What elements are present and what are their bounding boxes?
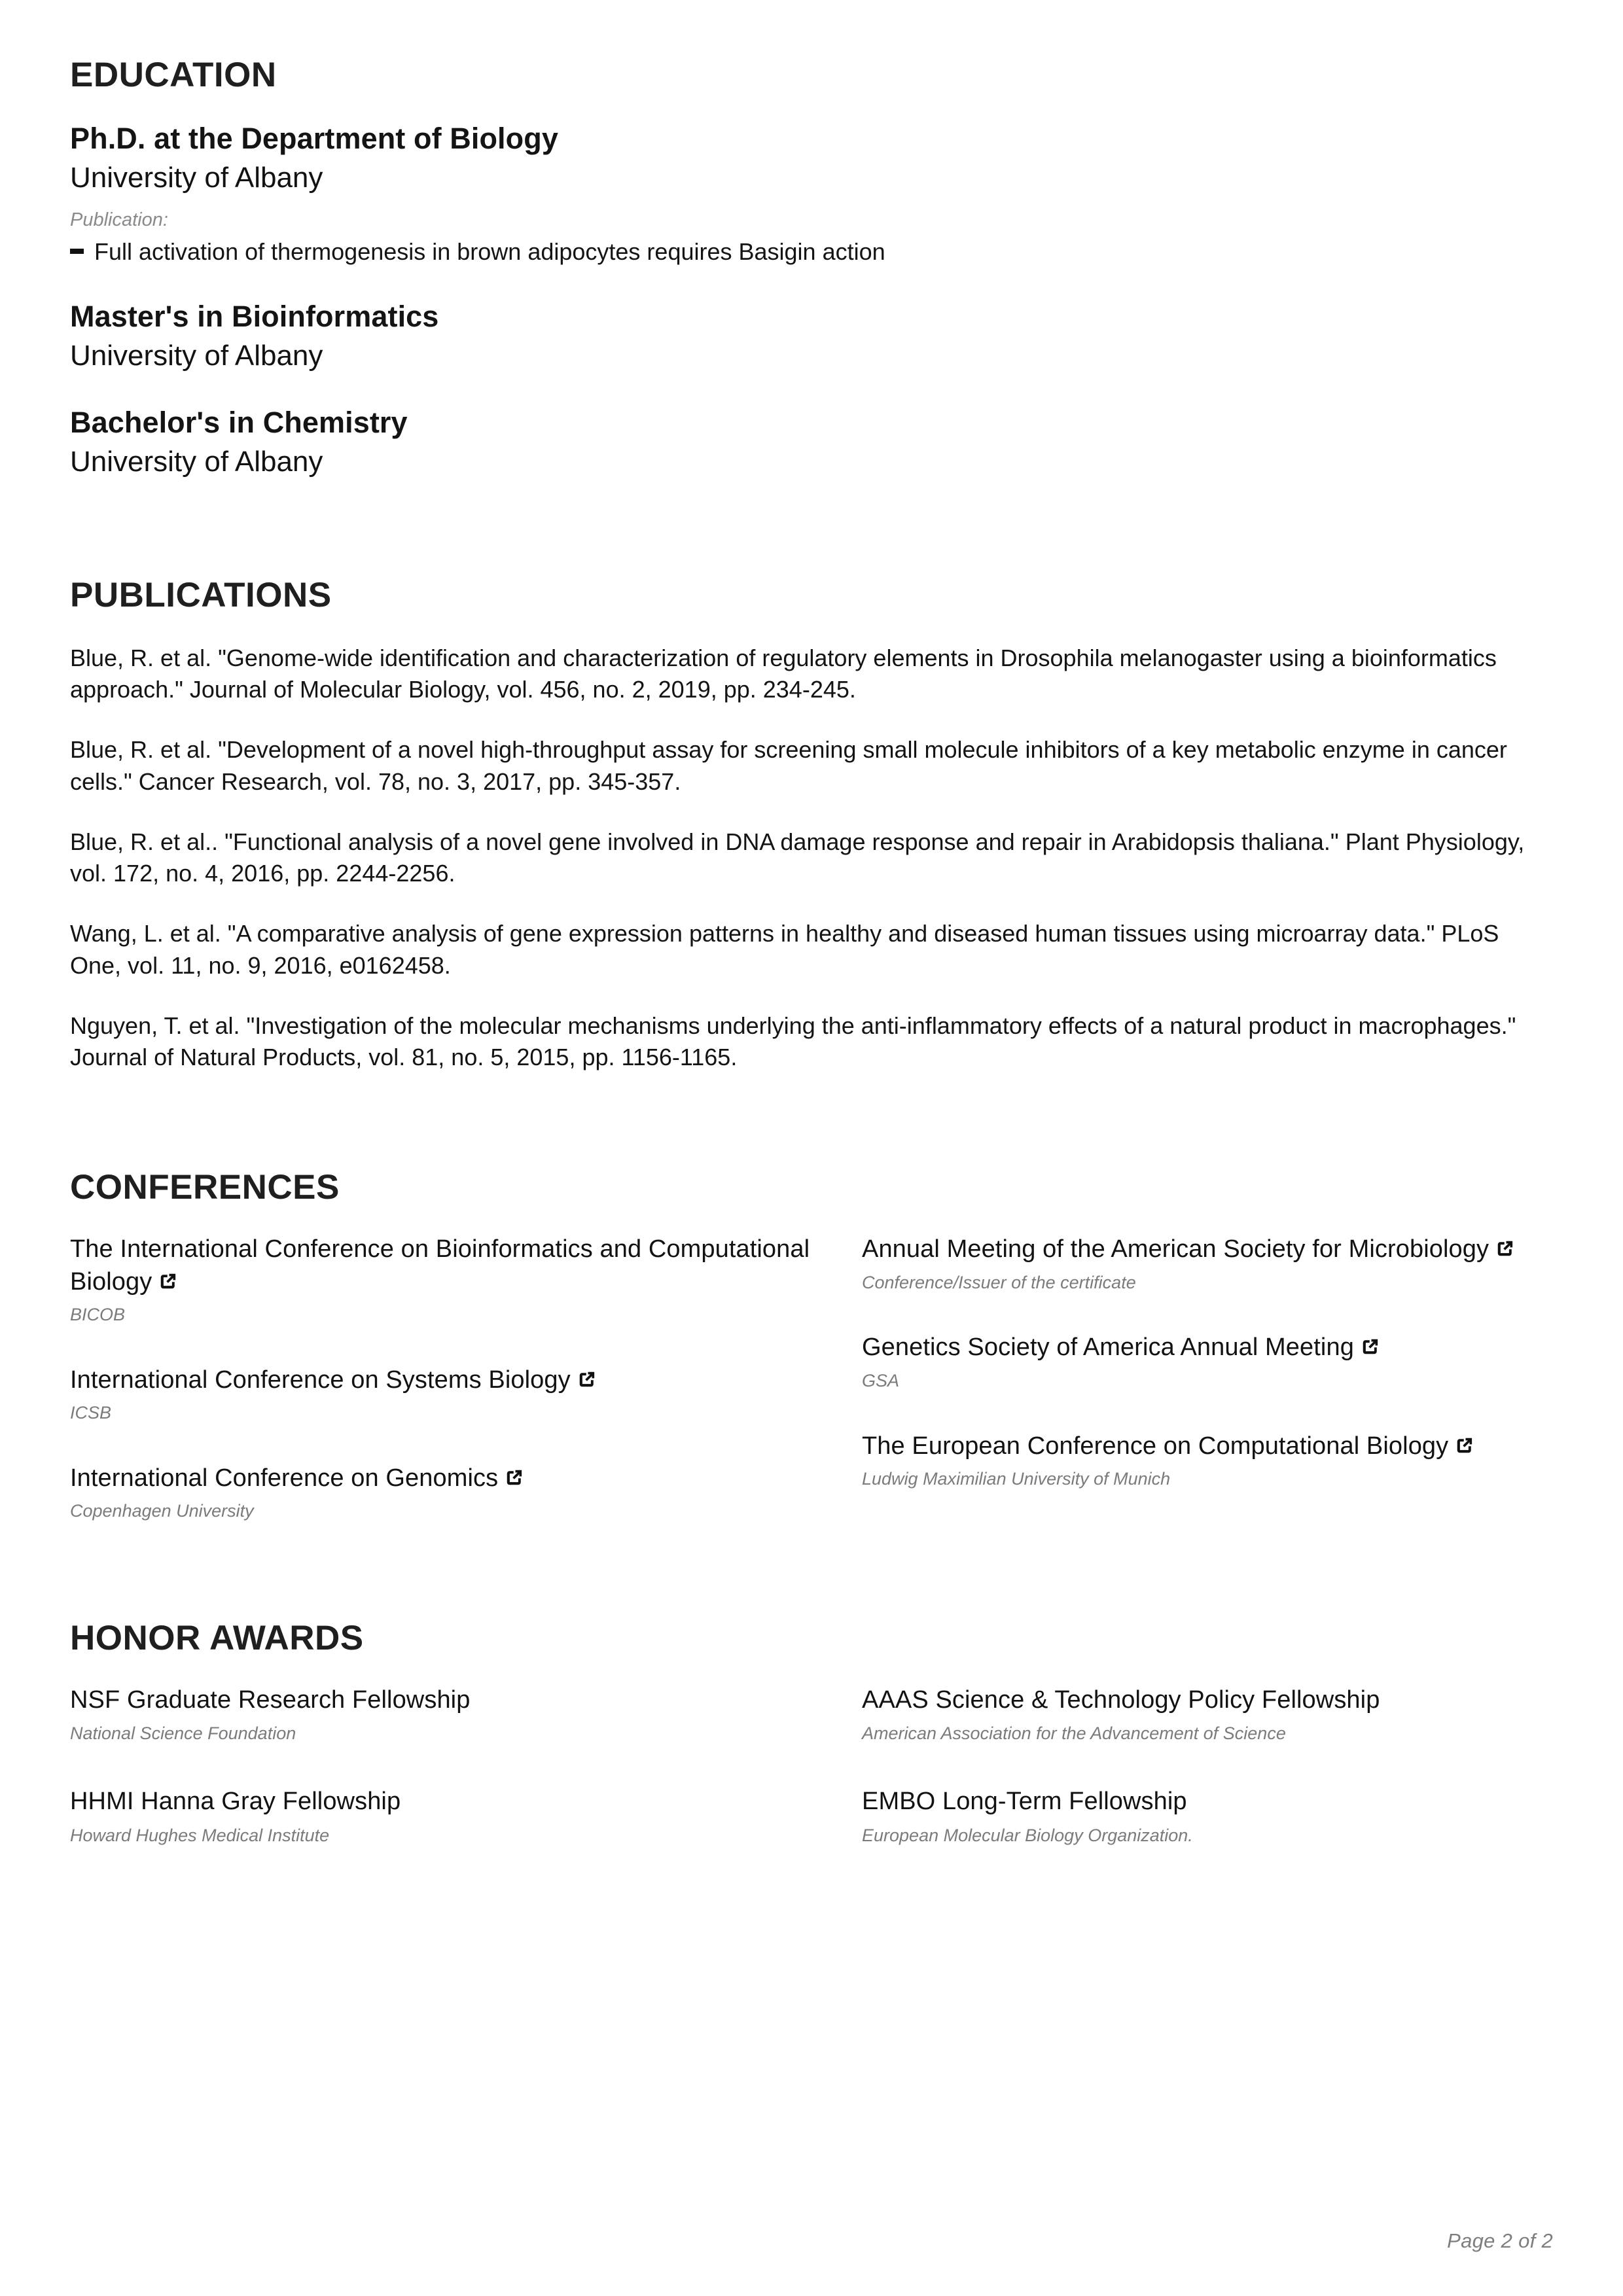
honor-awards-right-column <box>862 1684 1623 1887</box>
publications-list <box>70 643 1553 1073</box>
honor-award-title: EMBO Long-Term Fellowship <box>862 1788 1187 1816</box>
honor-awards-section <box>70 1523 1553 1887</box>
dash-bullet-icon <box>70 249 84 254</box>
education-section <box>70 0 1553 480</box>
external-link-icon[interactable] <box>505 1468 524 1487</box>
education-publication-label: Publication: <box>70 209 168 231</box>
honor-awards-left-column <box>70 1684 842 1887</box>
conferences-grid <box>70 1233 1553 1523</box>
external-link-icon[interactable] <box>1495 1239 1515 1258</box>
conference-title: International Conference on Systems Biology <box>70 1366 571 1394</box>
conference-issuer: ICSB <box>70 1403 112 1423</box>
conference-issuer: GSA <box>862 1370 900 1390</box>
conferences-left-column <box>70 1233 842 1523</box>
conference-title-row <box>70 1364 842 1396</box>
honor-award-issuer: National Science Foundation <box>70 1723 296 1744</box>
conference-entry <box>70 1462 842 1523</box>
page-number-footer: Page 2 of 2 <box>1447 2229 1553 2252</box>
honor-award-entry <box>70 1786 842 1846</box>
honor-award-entry <box>862 1684 1623 1745</box>
conference-title-row <box>862 1233 1623 1265</box>
external-link-icon[interactable] <box>1361 1337 1380 1356</box>
honor-award-title: AAAS Science & Technology Policy Fellowship <box>862 1686 1380 1714</box>
publication-citation: Blue, R. et al. "Genome-wide identification and characterization of regulatory elements in Drosophila melanogaster using a bioinformatics approach." Journal of Molecular Biology, vol. 456, no. 2, 2019, pp. 234-245. <box>70 644 1497 703</box>
honor-award-issuer: American Association for the Advancement of Science <box>862 1723 1286 1744</box>
education-degree-title: Master's in Bioinformatics <box>70 299 439 333</box>
conference-title-row <box>862 1332 1623 1364</box>
conference-title: The International Conference on Bioinformatics and Computational Biology <box>70 1235 810 1296</box>
conference-title: The European Conference on Computational Biology <box>862 1432 1449 1460</box>
conference-title: International Conference on Genomics <box>70 1464 499 1492</box>
honor-award-issuer: European Molecular Biology Organization. <box>862 1825 1193 1845</box>
conference-entry <box>70 1233 842 1326</box>
honor-awards-heading: HONOR AWARDS <box>70 1619 364 1658</box>
conference-entry <box>862 1332 1623 1392</box>
conference-issuer: BICOB <box>70 1305 126 1324</box>
external-link-icon[interactable] <box>158 1271 178 1291</box>
honor-award-entry <box>862 1786 1623 1846</box>
honor-award-issuer: Howard Hughes Medical Institute <box>70 1825 330 1845</box>
education-degree-title: Ph.D. at the Department of Biology <box>70 122 558 155</box>
publications-heading: PUBLICATIONS <box>70 575 332 614</box>
conference-title-row <box>862 1430 1623 1462</box>
conference-entry <box>70 1364 842 1424</box>
conference-issuer: Ludwig Maximilian University of Munich <box>862 1468 1171 1489</box>
publication-citation: Blue, R. et al. "Development of a novel high-throughput assay for screening small molecule inhibitors of a key metabolic enzyme in cancer cells." Cancer Research, vol. 78, no. 3, 2017, pp. 345-357. <box>70 736 1507 795</box>
conferences-heading: CONFERENCES <box>70 1168 340 1207</box>
conference-entry <box>862 1430 1623 1491</box>
education-degree-title: Bachelor's in Chemistry <box>70 405 408 439</box>
education-entry <box>70 121 1553 268</box>
conferences-right-column <box>862 1233 1623 1523</box>
conference-entry <box>862 1233 1623 1294</box>
conference-issuer: Copenhagen University <box>70 1501 254 1521</box>
publication-citation: Blue, R. et al.. "Functional analysis of a novel gene involved in DNA damage response and repair in Arabidopsis thaliana." Plant Physiology, vol. 172, no. 4, 2016, pp. 2244-2256. <box>70 828 1525 887</box>
education-institution: University of Albany <box>70 339 323 372</box>
education-heading: EDUCATION <box>70 56 277 94</box>
external-link-icon[interactable] <box>1455 1436 1474 1455</box>
publication-citation: Wang, L. et al. "A comparative analysis of gene expression patterns in healthy and diseased human tissues using microarray data." PLoS One, vol. 11, no. 9, 2016, e0162458. <box>70 920 1499 979</box>
conference-title: Genetics Society of America Annual Meeting <box>862 1333 1354 1362</box>
honor-award-title: NSF Graduate Research Fellowship <box>70 1686 471 1714</box>
education-institution: University of Albany <box>70 445 323 478</box>
conference-title-row <box>70 1462 842 1494</box>
conference-issuer: Conference/Issuer of the certificate <box>862 1272 1136 1292</box>
honor-award-title: HHMI Hanna Gray Fellowship <box>70 1788 401 1816</box>
education-entry <box>70 405 1553 480</box>
honor-award-entry <box>70 1684 842 1745</box>
education-entry <box>70 299 1553 374</box>
education-publication-text: Full activation of thermogenesis in brown adipocytes requires Basigin action <box>94 238 885 265</box>
honor-awards-grid <box>70 1684 1553 1887</box>
conference-title-row <box>70 1233 842 1298</box>
publications-section <box>70 480 1553 1073</box>
external-link-icon[interactable] <box>577 1369 597 1389</box>
conference-title: Annual Meeting of the American Society for Microbiology <box>862 1235 1489 1263</box>
publication-citation: Nguyen, T. et al. "Investigation of the molecular mechanisms underlying the anti-inflammatory effects of a natural product in macrophages." Journal of Natural Products, vol. 81, no. 5, 2015, pp. 1156-1165. <box>70 1012 1516 1070</box>
education-institution: University of Albany <box>70 162 323 194</box>
education-publication-item <box>70 237 1553 268</box>
education-publication-list <box>70 237 1553 268</box>
conferences-section <box>70 1073 1553 1523</box>
